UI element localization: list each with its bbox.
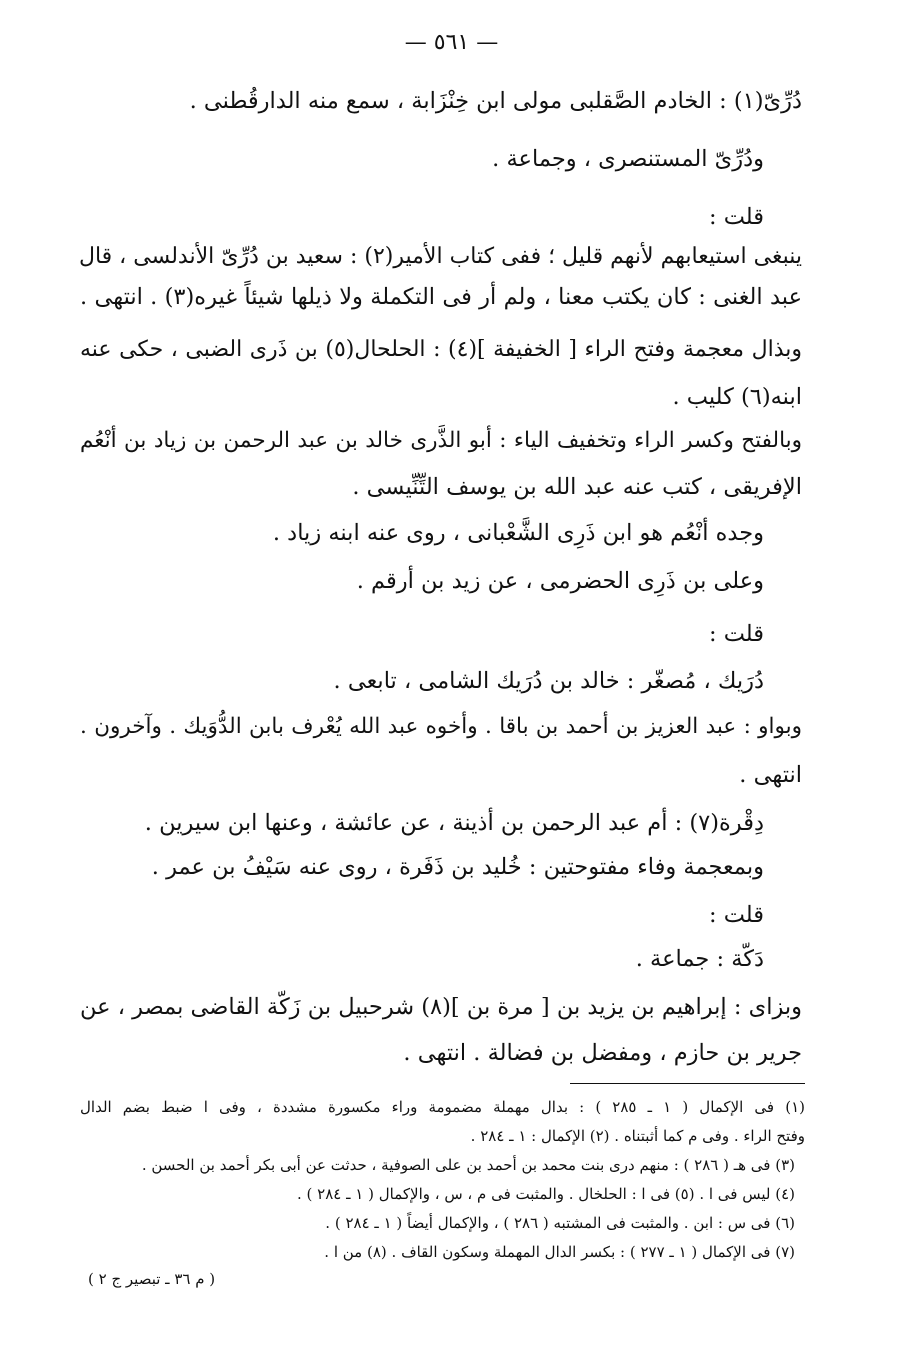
signature-mark: ( م ٣٦ ـ تبصير ج ٢ ) [88, 1270, 216, 1288]
text-line: وبزاى : إبراهيم بن يزيد بن [ مرة بن ](٨) شرحبيل بن زَكّة القاضى بمصر ، عن [80, 994, 803, 1020]
footnote-line: (٧) فى الإكمال ( ١ ـ ٢٧٧ ) : بكسر الدال المهملة وسكون القاف . (٨) من ا . [324, 1243, 795, 1261]
text-line: الإفريقى ، كتب عنه عبد الله بن يوسف التِّنِّيسى . [352, 474, 802, 500]
footnote-line: وفتح الراء . وفى م كما أثبتناه . (٢) الإكمال : ١ ـ ٢٨٤ . [470, 1127, 805, 1145]
text-line: دُرَيك ، مُصغّر : خالد بن دُرَيك الشامى ، تابعى . [333, 668, 764, 694]
section-heading: قلت : [708, 902, 764, 928]
text-line: انتهى . [739, 762, 802, 788]
section-heading: قلت : [708, 204, 764, 230]
text-line: عبد الغنى : كان يكتب معنا ، ولم أر فى التكملة ولا ذيلها شيئاً غيره(٣) . انتهى . [80, 284, 802, 310]
text-line: وبذال معجمة وفتح الراء [ الخفيفة ](٤) : الحلحال(٥) بن ذَرى الضبى ، حكى عنه [80, 337, 803, 362]
footnote-divider [570, 1083, 805, 1084]
page-number: — ٥٦١ — [404, 30, 499, 55]
footnote-line: (٤) ليس فى ا . (٥) فى ا : الحلخال . والمثبت فى م ، س ، والإكمال ( ١ ـ ٢٨٤ ) . [297, 1185, 795, 1203]
text-line: ينبغى استيعابهم لأنهم قليل ؛ ففى كتاب الأمير(٢) : سعيد بن دُرِّىّ الأندلسى ، قال [78, 244, 802, 269]
text-line: دُرِّىّ(١) : الخادم الصَّقلبى مولى ابن خِنْزَابة ، سمع منه الدارقُطنى . [189, 88, 802, 114]
text-line: وبمعجمة وفاء مفتوحتين : خُليد بن ذَفَرة ، روى عنه سَيْفُ بن عمر . [151, 854, 764, 880]
section-heading: قلت : [708, 621, 764, 647]
text-line: ابنه(٦) كليب . [672, 384, 802, 410]
text-line: وبواو : عبد العزيز بن أحمد بن باقا . وأخوه عبد الله يُعْرف بابن الدُّوَيك . وآخرون . [80, 714, 802, 739]
text-line: ودُرِّىّ المستنصرى ، وجماعة . [492, 146, 764, 172]
text-line: وعلى بن ذَرِى الحضرمى ، عن زيد بن أرقم . [356, 568, 764, 594]
text-line: جرير بن حازم ، ومفضل بن فضالة . انتهى . [403, 1040, 802, 1066]
footnote-line: (٦) فى س : ابن . والمثبت فى المشتبه ( ٢٨٦ ) ، والإكمال أيضاً ( ١ ـ ٢٨٤ ) . [325, 1214, 795, 1232]
text-line: وبالفتح وكسر الراء وتخفيف الياء : أبو الذَّرى خالد بن عبد الرحمن بن زياد بن أنْعُم [80, 428, 802, 453]
text-line: دَكّة : جماعة . [635, 946, 764, 972]
text-line: وجده أنْعُم هو ابن ذَرِى الشَّعْبانى ، روى عنه ابنه زياد . [272, 520, 764, 546]
text-line: دِقْرة(٧) : أم عبد الرحمن بن أذينة ، عن عائشة ، وعنها ابن سيرين . [144, 810, 764, 836]
footnote-line: (٣) فى هـ ( ٢٨٦ ) : منهم درى بنت محمد بن أحمد بن على الصوفية ، حدثت عن أبى بكر أحمد بن الحسن . [141, 1156, 795, 1174]
footnote-line: (١) فى الإكمال ( ١ ـ ٢٨٥ ) : بدال مهملة مضمومة وراء مكسورة مشددة ، وفى ا ضبط بضم الدال [80, 1098, 805, 1116]
